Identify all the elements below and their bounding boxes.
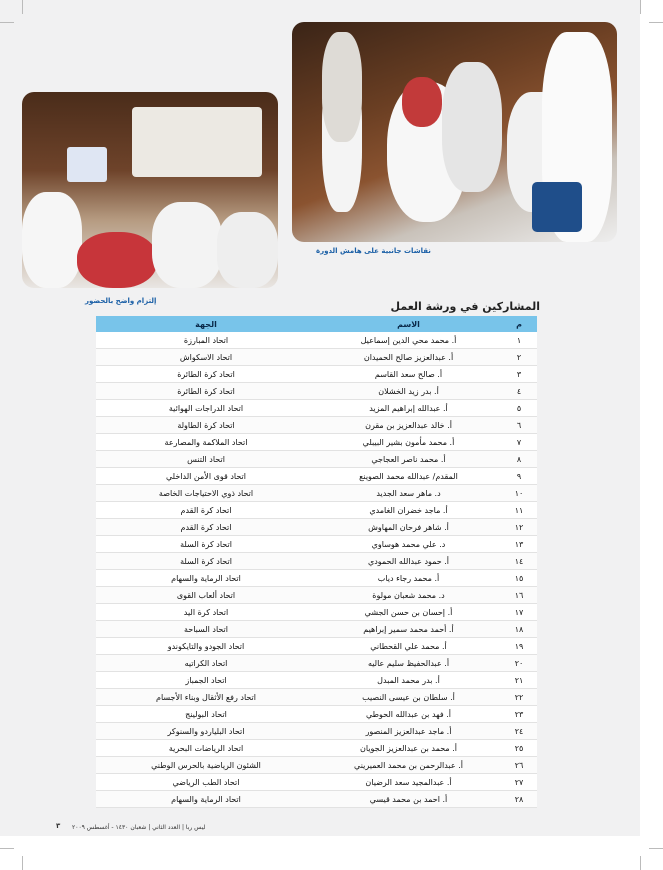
participant-organization: اتحاد قوى الأمن الداخلي	[96, 468, 316, 485]
row-number: ٢٦	[501, 757, 537, 774]
participant-organization: اتحاد كرة القدم	[96, 519, 316, 536]
participant-name: أ. محمد ناصر العجاجي	[316, 451, 501, 468]
participant-organization: اتحاد الرياضات البحرية	[96, 740, 316, 757]
participant-name: أ. بدر محمد المبدل	[316, 672, 501, 689]
table-row	[96, 451, 537, 468]
participant-name: د. محمد شعبان مولوة	[316, 587, 501, 604]
participant-organization: اتحاد الجودو والتايكوندو	[96, 638, 316, 655]
row-number: ٨	[501, 451, 537, 468]
participant-name: أ. ماجد خضران الغامدي	[316, 502, 501, 519]
participant-organization: اتحاد ألعاب القوى	[96, 587, 316, 604]
crop-mark	[649, 848, 663, 849]
table-row	[96, 366, 537, 383]
row-number: ٤	[501, 383, 537, 400]
table-row	[96, 570, 537, 587]
table-row	[96, 587, 537, 604]
row-number: ٩	[501, 468, 537, 485]
row-number: ٢٧	[501, 774, 537, 791]
row-number: ١٨	[501, 621, 537, 638]
row-number: ٥	[501, 400, 537, 417]
row-number: ١٣	[501, 536, 537, 553]
section-title: المشاركين في ورشة العمل	[390, 300, 540, 313]
footer-text: ليس ربا | العدد الثاني | شعبان ١٤٣٠ - أغسطس ٢٠٠٩	[72, 824, 206, 831]
participant-organization: اتحاد الكراتيه	[96, 655, 316, 672]
row-number: ١٤	[501, 553, 537, 570]
table-row	[96, 400, 537, 417]
participant-organization: اتحاد السباحة	[96, 621, 316, 638]
crop-mark	[640, 856, 641, 870]
page-number: ٣	[56, 822, 61, 830]
participant-organization: اتحاد كرة السلة	[96, 536, 316, 553]
crop-mark	[649, 22, 663, 23]
attendance-photo	[22, 92, 278, 288]
table-row	[96, 655, 537, 672]
crop-mark	[0, 848, 14, 849]
row-number: ٧	[501, 434, 537, 451]
participant-name: أ. عبدالحفيظ سليم عاليه	[316, 655, 501, 672]
table-row	[96, 383, 537, 400]
participant-organization: اتحاد كرة الطاولة	[96, 417, 316, 434]
participant-organization: اتحاد كرة الطائرة	[96, 383, 316, 400]
table-row	[96, 536, 537, 553]
table-row	[96, 502, 537, 519]
participant-organization: اتحاد الدراجات الهوائية	[96, 400, 316, 417]
participant-name: أ. احمد بن محمد قيسي	[316, 791, 501, 808]
table-row	[96, 638, 537, 655]
participant-organization: اتحاد كرة القدم	[96, 502, 316, 519]
table-row	[96, 349, 537, 366]
participant-name: أ. محمد رجاء دياب	[316, 570, 501, 587]
participants-table-body	[96, 332, 537, 808]
header-name: الاسم	[316, 316, 501, 332]
participant-organization: اتحاد كرة السلة	[96, 553, 316, 570]
table-row	[96, 740, 537, 757]
participant-name: أ. شاهر فرحان المهاوش	[316, 519, 501, 536]
table-row	[96, 434, 537, 451]
table-row	[96, 553, 537, 570]
participant-organization: اتحاد التنس	[96, 451, 316, 468]
participant-organization: اتحاد الاسكواش	[96, 349, 316, 366]
row-number: ٣	[501, 366, 537, 383]
participant-organization: اتحاد البلياردو والسنوكر	[96, 723, 316, 740]
table-row	[96, 672, 537, 689]
participant-name: أ. عبدالعزيز صالح الحميدان	[316, 349, 501, 366]
row-number: ٢٣	[501, 706, 537, 723]
participant-name: د. علي محمد هوساوي	[316, 536, 501, 553]
participant-organization: اتحاد المبارزة	[96, 332, 316, 349]
participant-name: أ. حمود عبدالله الحمودي	[316, 553, 501, 570]
participant-name: أ. أحمد محمد سمير إبراهيم	[316, 621, 501, 638]
table-row	[96, 706, 537, 723]
participant-name: أ. بدر زيد الخشلان	[316, 383, 501, 400]
participant-name: أ. فهد بن عبدالله الحوطي	[316, 706, 501, 723]
table-row	[96, 757, 537, 774]
discussion-photo	[292, 22, 617, 242]
crop-mark	[640, 0, 641, 14]
participant-name: أ. خالد عبدالعزيز بن مقرن	[316, 417, 501, 434]
participant-name: أ. سلطان بن عيسى النصيب	[316, 689, 501, 706]
participant-name: أ. ماجد عبدالعزيز المنصور	[316, 723, 501, 740]
row-number: ١٩	[501, 638, 537, 655]
crop-mark	[22, 856, 23, 870]
participant-name: أ. عبدالمجيد سعد الرضيان	[316, 774, 501, 791]
table-row	[96, 519, 537, 536]
row-number: ٢٥	[501, 740, 537, 757]
row-number: ٢٨	[501, 791, 537, 808]
participant-organization: اتحاد رفع الأثقال وبناء الأجسام	[96, 689, 316, 706]
row-number: ٢	[501, 349, 537, 366]
participant-organization: اتحاد ذوي الاحتياجات الخاصة	[96, 485, 316, 502]
participant-name: أ. صالح سعد القاسم	[316, 366, 501, 383]
participant-organization: اتحاد الملاكمة والمصارعة	[96, 434, 316, 451]
participant-organization: اتحاد الطب الرياضي	[96, 774, 316, 791]
participant-organization: اتحاد كرة اليد	[96, 604, 316, 621]
row-number: ٢١	[501, 672, 537, 689]
participant-organization: اتحاد الجمباز	[96, 672, 316, 689]
row-number: ٢٤	[501, 723, 537, 740]
table-row	[96, 774, 537, 791]
row-number: ٢٠	[501, 655, 537, 672]
participant-name: أ. محمد علي القحطاني	[316, 638, 501, 655]
row-number: ٢٢	[501, 689, 537, 706]
participant-name: المقدم/ عبدالله محمد الصوينع	[316, 468, 501, 485]
table-row	[96, 417, 537, 434]
row-number: ١١	[501, 502, 537, 519]
participant-organization: اتحاد الرماية والسهام	[96, 570, 316, 587]
crop-mark	[0, 22, 14, 23]
table-row	[96, 723, 537, 740]
row-number: ١	[501, 332, 537, 349]
participant-name: أ. عبدالرحمن بن محمد العميريني	[316, 757, 501, 774]
table-row	[96, 332, 537, 349]
table-row	[96, 604, 537, 621]
crop-mark	[22, 0, 23, 14]
row-number: ١٠	[501, 485, 537, 502]
row-number: ١٢	[501, 519, 537, 536]
participant-name: أ. إحسان بن حسن الجشي	[316, 604, 501, 621]
header-number: م	[501, 316, 537, 332]
table-row	[96, 621, 537, 638]
row-number: ٦	[501, 417, 537, 434]
participant-name: أ. محمد محي الدين إسماعيل	[316, 332, 501, 349]
table-header-row	[96, 316, 537, 332]
participant-name: د. ماهر سعد الجديد	[316, 485, 501, 502]
participant-name: أ. عبدالله إبراهيم المزيد	[316, 400, 501, 417]
participant-organization: الشئون الرياضية بالحرس الوطني	[96, 757, 316, 774]
table-row	[96, 485, 537, 502]
attendance-photo-caption: إلتزام واضح بالحضور	[85, 297, 157, 305]
participant-organization: اتحاد البولينج	[96, 706, 316, 723]
header-organization: الجهة	[96, 316, 316, 332]
participant-organization: اتحاد كرة الطائرة	[96, 366, 316, 383]
row-number: ١٧	[501, 604, 537, 621]
participant-name: أ. محمد مأمون بشير البيبلي	[316, 434, 501, 451]
table-row	[96, 791, 537, 808]
participant-organization: اتحاد الرماية والسهام	[96, 791, 316, 808]
table-row	[96, 689, 537, 706]
participant-name: أ. محمد بن عبدالعزيز الجويان	[316, 740, 501, 757]
discussion-photo-caption: نقاشات جانبية على هامش الدورة	[316, 247, 431, 255]
row-number: ١٦	[501, 587, 537, 604]
table-row	[96, 468, 537, 485]
row-number: ١٥	[501, 570, 537, 587]
participants-table	[96, 316, 537, 808]
